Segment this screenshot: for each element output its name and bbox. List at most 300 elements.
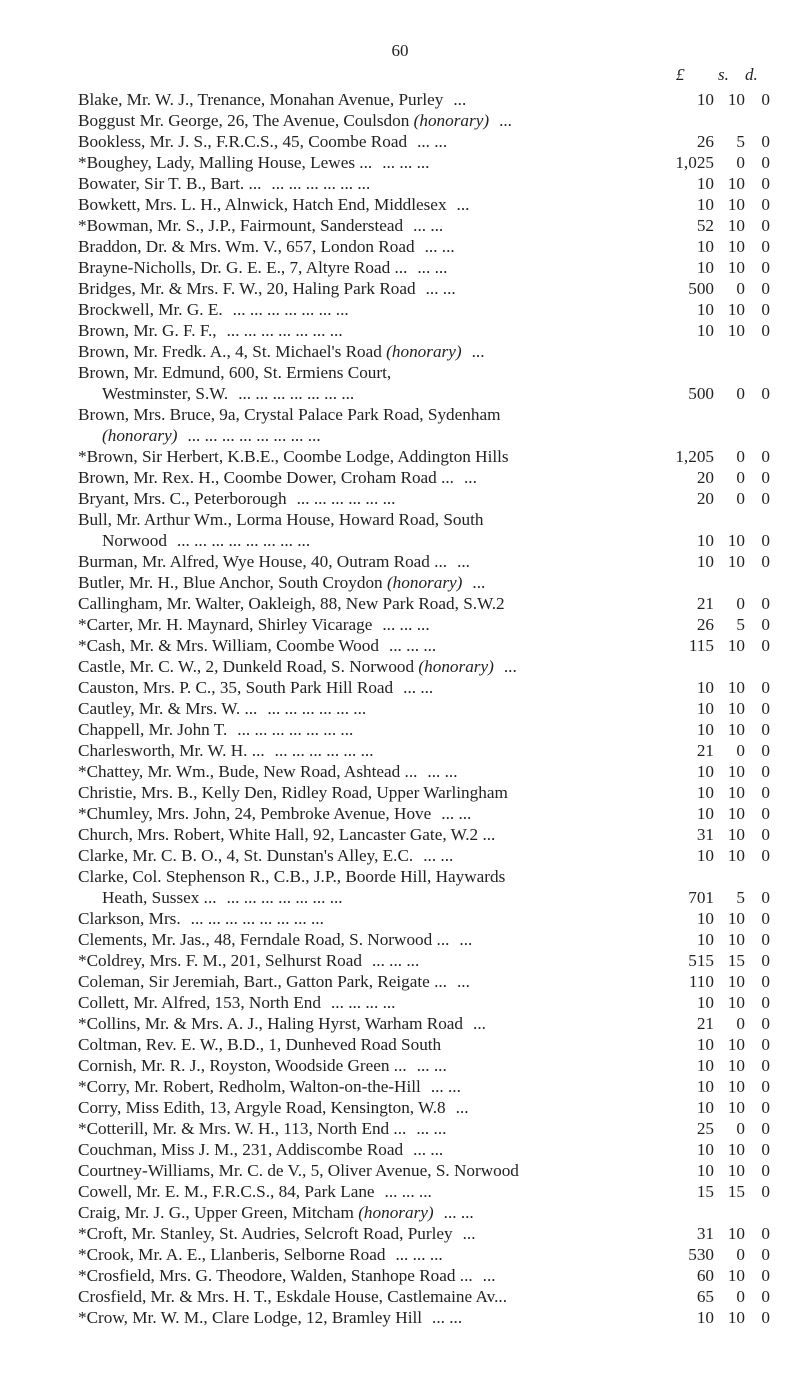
dot-leader: ... ... ... ... ... ...	[296, 489, 396, 508]
dot-leader: ... ... ... ... ... ...	[271, 174, 371, 193]
shillings-value: 0	[736, 1014, 745, 1033]
donation-amount	[658, 1118, 770, 1139]
pence-value: 0	[761, 174, 770, 193]
list-item	[78, 635, 770, 656]
shillings-value: 0	[736, 384, 745, 403]
dot-leader: ...	[463, 468, 477, 487]
pence-value: 0	[761, 321, 770, 340]
honorary-marker: (honorary)	[413, 111, 490, 130]
dot-leader: ...	[456, 195, 470, 214]
list-item	[78, 677, 770, 698]
pence-value: 0	[761, 972, 770, 991]
pence-value: 0	[761, 1161, 770, 1180]
pence-value: 0	[761, 741, 770, 760]
subscriber-name: *Cash, Mr. & Mrs. William, Coombe Wood ... ... ...	[78, 636, 437, 655]
pounds-value: 10	[696, 90, 714, 109]
list-item	[78, 1076, 770, 1097]
pence-value: 0	[761, 594, 770, 613]
page-number: 60	[391, 41, 409, 60]
honorary-marker: (honorary)	[418, 657, 494, 676]
subscriber-name: *Corry, Mr. Robert, Redholm, Walton-on-the-Hill ... ...	[78, 1077, 461, 1096]
donation-amount	[658, 1160, 770, 1181]
honorary-marker: (honorary)	[358, 1203, 434, 1222]
pence-header: d.	[745, 65, 758, 84]
pence-value: 0	[761, 153, 770, 172]
subscriber-name: *Chumley, Mrs. John, 24, Pembroke Avenue, Hove ... ...	[78, 804, 472, 823]
subscriber-name: Butler, Mr. H., Blue Anchor, South Croydon (honorary) ...	[78, 573, 486, 592]
donation-amount	[658, 215, 770, 236]
list-item	[78, 131, 770, 152]
pounds-value: 115	[688, 636, 714, 655]
subscriber-name: Callingham, Mr. Walter, Oakleigh, 88, New Park Road, S.W.2	[78, 594, 505, 613]
shillings-value: 5	[736, 888, 745, 907]
dot-leader: ...	[473, 1014, 486, 1033]
subscriber-name: Castle, Mr. C. W., 2, Dunkeld Road, S. Norwood (honorary) ...	[78, 657, 517, 676]
pence-value: 0	[761, 90, 770, 109]
shillings-value: 0	[736, 279, 745, 298]
list-section	[78, 593, 770, 1328]
subscriber-name: Coleman, Sir Jeremiah, Bart., Gatton Park, Reigate ... ...	[78, 972, 470, 991]
subscriber-name: Brown, Mr. Edmund, 600, St. Ermiens Court,	[78, 363, 392, 382]
pence-value: 0	[761, 1287, 770, 1306]
pence-value: 0	[761, 846, 770, 865]
pounds-value: 10	[696, 993, 714, 1012]
pence-value: 0	[761, 993, 770, 1012]
donation-amount	[658, 1223, 770, 1244]
shillings-value: 0	[736, 1287, 745, 1306]
pounds-value: 21	[696, 1014, 714, 1033]
dot-leader: ... ... ...	[371, 951, 420, 970]
shillings-value: 5	[736, 615, 745, 634]
subscriber-name: Clarkson, Mrs. ... ... ... ... ... ... ... ...	[78, 909, 324, 928]
dot-leader: ... ... ...	[395, 1245, 443, 1264]
pence-value: 0	[761, 909, 770, 928]
subscriber-name: Chappell, Mr. John T. ... ... ... ... ... ... ...	[78, 720, 354, 739]
list-item	[78, 845, 770, 866]
subscriber-name: Brown, Mrs. Bruce, 9a, Crystal Palace Park Road, Sydenham	[78, 405, 501, 424]
dot-leader: ...	[471, 342, 485, 361]
pounds-value: 10	[696, 909, 714, 928]
subscriber-name: *Bowman, Mr. S., J.P., Fairmount, Sanderstead ... ...	[78, 216, 444, 235]
pounds-value: 500	[688, 384, 714, 403]
list-item	[78, 1139, 770, 1160]
subscriber-name: Braddon, Dr. & Mrs. Wm. V., 657, London Road ... ...	[78, 237, 455, 256]
pounds-value: 10	[696, 174, 714, 193]
pounds-value: 31	[696, 825, 714, 844]
honorary-marker: (honorary)	[386, 573, 463, 592]
dot-leader: ... ...	[423, 846, 454, 865]
donation-amount	[658, 698, 770, 719]
shillings-value: 0	[736, 153, 745, 172]
pounds-value: 10	[696, 720, 714, 739]
pounds-value: 21	[696, 741, 714, 760]
pounds-value: 515	[688, 951, 714, 970]
dot-leader: ... ... ... ... ... ... ...	[238, 384, 355, 403]
pence-value: 0	[761, 1014, 770, 1033]
list-item	[78, 1265, 770, 1286]
list-item	[78, 761, 770, 782]
dot-leader: ... ...	[417, 132, 448, 151]
shillings-value: 10	[727, 216, 745, 235]
pounds-value: 10	[696, 237, 714, 256]
list-item	[78, 509, 770, 551]
pounds-value: 15	[696, 1182, 714, 1201]
list-item	[78, 236, 770, 257]
donation-amount	[658, 635, 770, 656]
donation-amount	[658, 1139, 770, 1160]
dot-leader: ...	[462, 1224, 476, 1243]
list-item	[78, 257, 770, 278]
subscriber-name: Brown, Mr. Fredk. A., 4, St. Michael's Road (honorary) ...	[78, 342, 485, 361]
list-item	[78, 1118, 770, 1139]
subscriber-name: Bowater, Sir T. B., Bart. ... ... ... ... ... ... ...	[78, 174, 371, 193]
pence-value: 0	[761, 195, 770, 214]
shillings-value: 10	[727, 1056, 745, 1075]
list-item	[78, 467, 770, 488]
list-item	[78, 1055, 770, 1076]
pounds-value: 10	[696, 531, 714, 550]
subscriber-name: *Carter, Mr. H. Maynard, Shirley Vicarage ... ... ...	[78, 615, 430, 634]
donation-amount	[658, 89, 770, 110]
dot-leader: ... ... ... ... ... ... ... ...	[187, 426, 321, 445]
subscriber-name: Brockwell, Mr. G. E. ... ... ... ... ... ... ...	[78, 300, 349, 319]
shillings-value: 10	[727, 930, 745, 949]
list-item	[78, 1160, 770, 1181]
pence-value: 0	[761, 1056, 770, 1075]
dot-leader: ... ... ... ... ... ...	[267, 699, 367, 718]
shillings-value: 0	[736, 1119, 745, 1138]
shillings-value: 0	[736, 489, 745, 508]
pence-value: 0	[761, 1182, 770, 1201]
list-item	[78, 929, 770, 950]
pence-value: 0	[761, 888, 770, 907]
dot-leader: ... ... ... ... ... ... ...	[237, 720, 354, 739]
shillings-value: 10	[727, 1077, 745, 1096]
shillings-value: 10	[727, 699, 745, 718]
pence-value: 0	[761, 930, 770, 949]
subscriber-name-continued: Heath, Sussex ... ... ... ... ... ... ... ...	[102, 888, 343, 907]
donation-amount	[658, 782, 770, 803]
list-item	[78, 152, 770, 173]
shillings-value: 10	[727, 636, 745, 655]
subscriber-name: *Coldrey, Mrs. F. M., 201, Selhurst Road ... ... ...	[78, 951, 420, 970]
subscriber-name: *Crosfield, Mrs. G. Theodore, Walden, Stanhope Road ... ...	[78, 1266, 496, 1285]
pence-value: 0	[761, 300, 770, 319]
donation-amount	[658, 1286, 770, 1307]
dot-leader: ... ...	[432, 1308, 463, 1327]
subscriber-name: Christie, Mrs. B., Kelly Den, Ridley Road, Upper Warlingham	[78, 783, 508, 802]
subscriber-name: *Croft, Mr. Stanley, St. Audries, Selcroft Road, Purley ...	[78, 1224, 476, 1243]
subscriber-name: Brayne-Nicholls, Dr. G. E. E., 7, Altyre Road ... ... ...	[78, 258, 448, 277]
list-item	[78, 320, 770, 341]
shillings-value: 10	[727, 1224, 745, 1243]
pounds-value: 20	[696, 489, 714, 508]
pence-value: 0	[761, 678, 770, 697]
subscriber-name: Brown, Mr. Rex. H., Coombe Dower, Croham Road ... ...	[78, 468, 477, 487]
list-item	[78, 488, 770, 509]
subscriber-name: *Boughey, Lady, Malling House, Lewes ... ... ... ...	[78, 153, 430, 172]
pence-value: 0	[761, 1245, 770, 1264]
pence-value: 0	[761, 636, 770, 655]
subscriber-name: *Crow, Mr. W. M., Clare Lodge, 12, Bramley Hill ... ...	[78, 1308, 463, 1327]
shillings-value: 10	[727, 90, 745, 109]
honorary-marker: (honorary)	[102, 426, 178, 445]
pounds-value: 10	[696, 930, 714, 949]
subscriber-name: Bowkett, Mrs. L. H., Alnwick, Hatch End, Middlesex ...	[78, 195, 470, 214]
pounds-value: 701	[688, 888, 714, 907]
subscriber-name: Causton, Mrs. P. C., 35, South Park Hill Road ... ...	[78, 678, 434, 697]
pence-value: 0	[761, 720, 770, 739]
pence-value: 0	[761, 783, 770, 802]
shillings-value: 0	[736, 468, 745, 487]
shillings-value: 10	[727, 909, 745, 928]
pounds-value: 10	[696, 300, 714, 319]
shillings-value: 0	[736, 447, 745, 466]
shillings-value: 10	[727, 762, 745, 781]
pence-value: 0	[761, 447, 770, 466]
list-section	[78, 89, 770, 593]
donation-amount	[658, 845, 770, 866]
dot-leader: ... ...	[443, 1203, 474, 1222]
list-item	[78, 1307, 770, 1328]
honorary-marker: (honorary)	[386, 342, 462, 361]
column-headers	[660, 65, 768, 87]
pounds-value: 10	[696, 195, 714, 214]
pounds-value: 21	[696, 594, 714, 613]
pounds-value: 60	[696, 1266, 714, 1285]
dot-leader: ... ... ... ... ... ... ...	[232, 300, 349, 319]
dot-leader: ... ...	[430, 1077, 461, 1096]
pence-value: 0	[761, 489, 770, 508]
subscriber-name: Clarke, Mr. C. B. O., 4, St. Dunstan's Alley, E.C. ... ...	[78, 846, 454, 865]
list-item	[78, 1223, 770, 1244]
dot-leader: ... ...	[413, 216, 444, 235]
pence-value: 0	[761, 1077, 770, 1096]
pence-value: 0	[761, 279, 770, 298]
list-item	[78, 992, 770, 1013]
dot-leader: ...	[499, 111, 512, 130]
donation-amount	[658, 950, 770, 971]
pence-value: 0	[761, 468, 770, 487]
dot-leader: ... ... ...	[382, 153, 430, 172]
pence-value: 0	[761, 1308, 770, 1327]
donation-amount	[658, 467, 770, 488]
list-item	[78, 782, 770, 803]
dot-leader: ... ...	[403, 678, 434, 697]
dot-leader: ...	[453, 90, 467, 109]
shillings-value: 10	[727, 783, 745, 802]
dot-leader: ... ...	[413, 1140, 444, 1159]
dot-leader: ... ...	[441, 804, 472, 823]
shillings-value: 10	[727, 993, 745, 1012]
donation-amount	[658, 446, 770, 467]
shillings-value: 10	[727, 846, 745, 865]
list-item	[78, 1013, 770, 1034]
pounds-value: 25	[696, 1119, 714, 1138]
shillings-value: 10	[727, 1161, 745, 1180]
list-item	[78, 194, 770, 215]
pounds-value: 31	[696, 1224, 714, 1243]
subscriber-name: *Collins, Mr. & Mrs. A. J., Haling Hyrst, Warham Road ...	[78, 1014, 486, 1033]
shillings-value: 10	[727, 1098, 745, 1117]
donation-amount	[658, 299, 770, 320]
list-item	[78, 1286, 770, 1307]
subscriber-name: Burman, Mr. Alfred, Wye House, 40, Outram Road ... ...	[78, 552, 470, 571]
list-item	[78, 656, 770, 677]
pounds-value: 10	[696, 1161, 714, 1180]
subscriber-name: Brown, Mr. G. F. F., ... ... ... ... ... ... ...	[78, 321, 343, 340]
donation-amount	[658, 320, 770, 341]
pence-value: 0	[761, 804, 770, 823]
donation-amount	[658, 929, 770, 950]
shillings-value: 10	[727, 174, 745, 193]
shillings-value: 10	[727, 804, 745, 823]
pence-value: 0	[761, 1224, 770, 1243]
dot-leader: ...	[482, 1266, 496, 1285]
dot-leader: ... ...	[416, 1119, 447, 1138]
list-item	[78, 1181, 770, 1202]
donation-amount	[658, 1055, 770, 1076]
shillings-value: 0	[736, 1245, 745, 1264]
pence-value: 0	[761, 699, 770, 718]
shillings-value: 10	[727, 195, 745, 214]
dot-leader: ... ... ... ... ... ... ... ...	[176, 531, 311, 550]
donation-amount	[658, 971, 770, 992]
list-item	[78, 551, 770, 572]
shillings-value: 10	[727, 258, 745, 277]
subscriber-name-continued	[78, 425, 658, 446]
donation-amount	[658, 803, 770, 824]
donation-amount	[658, 992, 770, 1013]
list-item	[78, 299, 770, 320]
list-item	[78, 824, 770, 845]
donation-amount	[658, 530, 770, 551]
donation-amount	[658, 677, 770, 698]
pence-value: 0	[761, 762, 770, 781]
pence-value: 0	[761, 1119, 770, 1138]
donation-amount	[658, 908, 770, 929]
shillings-value: 0	[736, 594, 745, 613]
subscriber-name: Crosfield, Mr. & Mrs. H. T., Eskdale House, Castlemaine Av...	[78, 1287, 507, 1306]
donation-amount	[658, 1013, 770, 1034]
list-item	[78, 446, 770, 467]
subscriber-name: Clarke, Col. Stephenson R., C.B., J.P., Boorde Hill, Haywards	[78, 867, 506, 886]
shillings-value: 10	[727, 1035, 745, 1054]
donation-amount	[658, 1076, 770, 1097]
shillings-value: 10	[727, 1308, 745, 1327]
pounds-value: 10	[696, 762, 714, 781]
shillings-value: 15	[727, 951, 745, 970]
pounds-value: 26	[696, 615, 714, 634]
list-item	[78, 908, 770, 929]
list-item	[78, 614, 770, 635]
subscriber-name: Bridges, Mr. & Mrs. F. W., 20, Haling Park Road ... ...	[78, 279, 456, 298]
dot-leader: ...	[456, 972, 470, 991]
list-item	[78, 215, 770, 236]
dot-leader: ...	[459, 930, 473, 949]
dot-leader: ... ...	[425, 279, 456, 298]
list-item	[78, 89, 770, 110]
shillings-value: 10	[727, 678, 745, 697]
list-item	[78, 866, 770, 908]
dot-leader: ... ... ...	[382, 615, 430, 634]
shillings-value: 10	[727, 972, 745, 991]
list-item	[78, 173, 770, 194]
shillings-value: 5	[736, 132, 745, 151]
pounds-value: 10	[696, 1098, 714, 1117]
pounds-value: 10	[696, 1056, 714, 1075]
shillings-value: 15	[727, 1182, 745, 1201]
list-item	[78, 1202, 770, 1223]
dot-leader: ... ... ...	[388, 636, 437, 655]
shillings-value: 10	[727, 321, 745, 340]
donation-amount	[658, 761, 770, 782]
pounds-header: £	[676, 65, 685, 84]
pounds-value: 10	[696, 783, 714, 802]
pence-value: 0	[761, 258, 770, 277]
list-item	[78, 1244, 770, 1265]
subscriber-name: Cautley, Mr. & Mrs. W. ... ... ... ... ... ... ...	[78, 699, 367, 718]
pence-value: 0	[761, 1140, 770, 1159]
pounds-value: 10	[696, 1308, 714, 1327]
donation-amount	[658, 236, 770, 257]
subscriber-name: Boggust Mr. George, 26, The Avenue, Coulsdon (honorary) ...	[78, 111, 512, 130]
shillings-value: 10	[727, 552, 745, 571]
shillings-value: 10	[727, 825, 745, 844]
pence-value: 0	[761, 951, 770, 970]
subscriber-name: Cowell, Mr. E. M., F.R.C.S., 84, Park Lane ... ... ...	[78, 1182, 432, 1201]
donation-amount	[658, 278, 770, 299]
shillings-value: 10	[727, 237, 745, 256]
shillings-value: 10	[727, 1266, 745, 1285]
pounds-value: 10	[696, 1077, 714, 1096]
pounds-value: 10	[696, 552, 714, 571]
list-item	[78, 698, 770, 719]
donation-amount	[658, 1265, 770, 1286]
pence-value: 0	[761, 216, 770, 235]
donation-amount	[658, 614, 770, 635]
shillings-value: 10	[727, 300, 745, 319]
pence-value: 0	[761, 237, 770, 256]
dot-leader: ... ... ... ... ... ...	[274, 741, 374, 760]
subscriber-name: *Crook, Mr. A. E., Llanberis, Selborne Road ... ... ...	[78, 1245, 443, 1264]
shillings-value: 10	[727, 720, 745, 739]
dot-leader: ... ...	[427, 762, 458, 781]
pence-value: 0	[761, 384, 770, 403]
pence-value: 0	[761, 615, 770, 634]
donation-amount	[658, 887, 770, 908]
pounds-value: 110	[688, 972, 714, 991]
pence-value: 0	[761, 531, 770, 550]
subscriber-name: Church, Mrs. Robert, White Hall, 92, Lancaster Gate, W.2 ...	[78, 825, 496, 844]
donation-amount	[658, 551, 770, 572]
dot-leader: ... ...	[416, 1056, 447, 1075]
list-item	[78, 950, 770, 971]
subscriber-name: *Brown, Sir Herbert, K.B.E., Coombe Lodge, Addington Hills	[78, 447, 509, 466]
dot-leader: ... ... ...	[384, 1182, 432, 1201]
subscriber-name: Bryant, Mrs. C., Peterborough ... ... ... ... ... ...	[78, 489, 396, 508]
subscriber-name: Cornish, Mr. R. J., Royston, Woodside Green ... ... ...	[78, 1056, 447, 1075]
subscriber-name: Coltman, Rev. E. W., B.D., 1, Dunheved Road South	[78, 1035, 442, 1054]
pounds-value: 52	[696, 216, 714, 235]
pence-value: 0	[761, 825, 770, 844]
pence-value: 0	[761, 552, 770, 571]
dot-leader: ... ...	[424, 237, 455, 256]
dot-leader: ... ...	[417, 258, 448, 277]
subscriber-name: Couchman, Miss J. M., 231, Addiscombe Road ... ...	[78, 1140, 444, 1159]
dot-leader: ...	[457, 552, 470, 571]
subscriber-name: Blake, Mr. W. J., Trenance, Monahan Avenue, Purley ...	[78, 90, 467, 109]
